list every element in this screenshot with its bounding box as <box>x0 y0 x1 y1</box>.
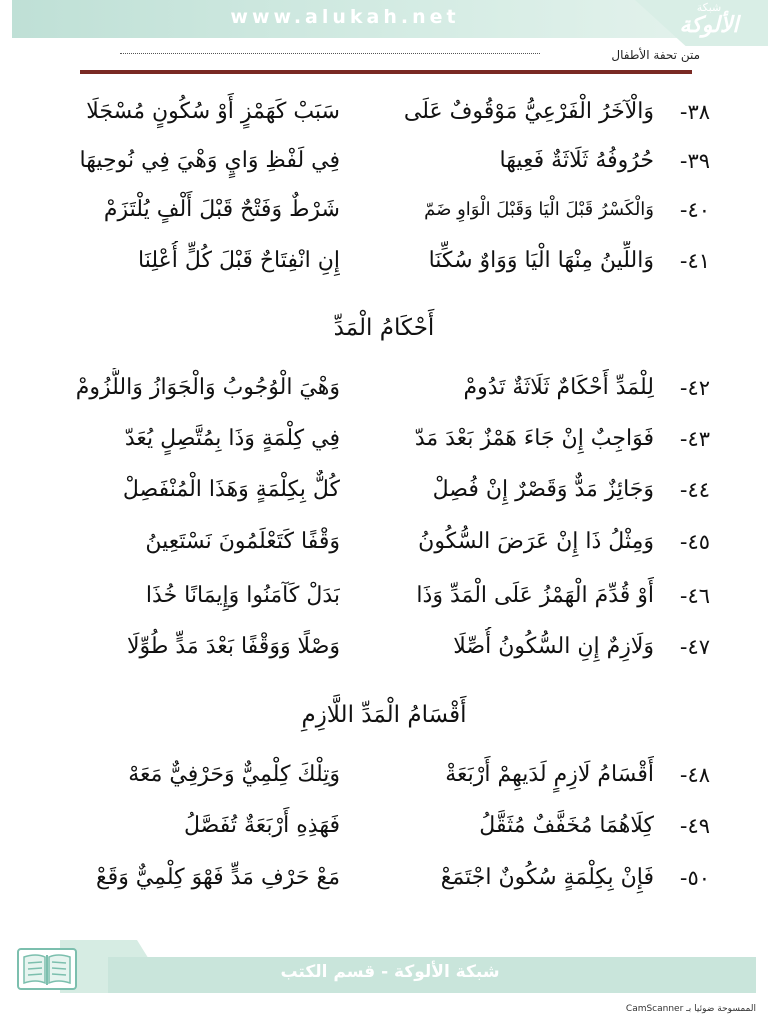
verse-second-hemistich: فِي لَفْظِ وَايٍ وَهْيَ فِي نُوحِيهَا <box>79 148 340 173</box>
verse-number: ٤٧- <box>679 635 710 659</box>
verse-number: ٤١- <box>679 249 710 273</box>
verse-43 <box>40 419 710 459</box>
verse-number: ٤٣- <box>679 427 710 451</box>
section-heading-ahkam-almadd: أَحْكَامُ الْمَدِّ <box>333 315 435 341</box>
verse-second-hemistich: إِنِ انْفِتَاحٌ قَبْلَ كُلٍّ أُعْلِنَا <box>138 248 340 273</box>
verse-second-hemistich: بَدَلْ كَآمَنُوا وَإِيمَانًا خُذَا <box>145 583 340 608</box>
verse-first-hemistich: وَجَائِزٌ مَدٌّ وَقَصْرٌ إِنْ فُصِلْ <box>432 477 654 502</box>
verse-second-hemistich: كُلٌّ بِكِلْمَةٍ وَهَذَا الْمُنْفَصِلْ <box>122 477 340 502</box>
verse-42 <box>40 368 710 408</box>
verse-47 <box>40 627 710 667</box>
scanner-watermark: الممسوحة ضوئيا بـ CamScanner <box>625 1004 756 1014</box>
verse-second-hemistich: سَبَبْ كَهَمْزٍ أَوْ سُكُونٍ مُسْجَلَا <box>86 99 340 124</box>
verse-second-hemistich: وَهْيَ الْوُجُوبُ وَالْجَوَازُ وَاللُّزُومْ <box>75 375 340 400</box>
book-icon[interactable] <box>16 945 78 993</box>
verse-45 <box>40 522 710 562</box>
verse-number: ٣٩- <box>679 149 710 173</box>
verse-40 <box>40 190 710 230</box>
verse-number: ٤٩- <box>679 814 710 838</box>
verse-second-hemistich: شَرْطٌ وَفَتْحٌ قَبْلَ أَلْفٍ يُلْتَزَمْ <box>103 197 340 222</box>
dotted-line <box>120 53 540 54</box>
verse-first-hemistich: وَاللِّينُ مِنْهَا الْيَا وَوَاوٌ سُكِّنَا <box>428 248 654 273</box>
verse-first-hemistich: أَوْ قُدِّمَ الْهَمْزُ عَلَى الْمَدِّ وَذَا <box>416 583 654 608</box>
verse-second-hemistich: وَتِلْكَ كِلْمِيٌّ وَحَرْفِيٌّ مَعَهْ <box>128 762 340 787</box>
verse-number: ٤٦- <box>679 584 710 608</box>
verse-number: ٤٢- <box>679 376 710 400</box>
verse-first-hemistich: فَإِنْ بِكِلْمَةٍ سُكُونٌ اجْتَمَعْ <box>440 865 654 890</box>
verse-48 <box>40 755 710 795</box>
book-title: متن تحفة الأطفال <box>611 48 700 62</box>
header-rule <box>80 70 692 74</box>
verse-first-hemistich: كِلَاهُمَا مُخَفَّفٌ مُثَقَّلُ <box>479 813 654 838</box>
verse-38 <box>40 92 710 132</box>
site-url[interactable]: www.alukah.net <box>230 6 460 28</box>
footer-site-section[interactable]: شبكة الألوكة - قسم الكتب <box>280 962 500 982</box>
verse-second-hemistich: وَصْلًا وَوَقْفًا بَعْدَ مَدٍّ طُوِّلَا <box>126 634 340 659</box>
verse-39 <box>40 141 710 181</box>
verse-number: ٥٠- <box>679 866 710 890</box>
logo-small-text: شبكة <box>696 1 722 14</box>
verse-number: ٤٨- <box>679 763 710 787</box>
verse-second-hemistich: فِي كِلْمَةٍ وَذَا بِمُتَّصِلٍ يُعَدّ <box>124 426 340 451</box>
verse-first-hemistich: وَلَازِمٌ إِنِ السُّكُونُ أُصِّلَا <box>453 634 654 659</box>
verse-first-hemistich: وَالْكَسْرُ قَبْلَ الْيَا وَقَبْلَ الْوَاوِ ضَمّ <box>424 199 654 220</box>
verse-first-hemistich: فَوَاجِبٌ إِنْ جَاءَ هَمْزٌ بَعْدَ مَدّ <box>414 426 654 451</box>
verse-first-hemistich: أَقْسَامُ لَازِمٍ لَدَيهِمْ أَرْبَعَةْ <box>445 762 654 787</box>
verse-first-hemistich: لِلْمَدِّ أَحْكَامٌ ثَلَاثَةٌ تَدُومْ <box>463 375 654 400</box>
verse-first-hemistich: وَمِثْلُ ذَا إِنْ عَرَضَ السُّكُونُ <box>418 529 654 554</box>
logo-big-text: الألوكة <box>679 13 739 38</box>
verse-46 <box>40 576 710 616</box>
verse-first-hemistich: حُرُوفُهُ ثَلَاثَةٌ فَعِيهَا <box>499 148 654 173</box>
verse-second-hemistich: مَعْ حَرْفِ مَدٍّ فَهْوَ كِلْمِيٌّ وَقَعْ <box>95 865 340 890</box>
verse-number: ٤٥- <box>679 530 710 554</box>
verse-second-hemistich: وَقْفًا كَتَعْلَمُونَ نَسْتَعِينُ <box>145 529 340 554</box>
site-logo[interactable] <box>664 2 754 37</box>
verse-49 <box>40 806 710 846</box>
verse-50 <box>40 858 710 898</box>
verse-number: ٤٠- <box>679 198 710 222</box>
verse-41 <box>40 241 710 281</box>
verse-number: ٤٤- <box>679 478 710 502</box>
verse-second-hemistich: فَهَذِهِ أَرْبَعَةٌ تُفَصَّلُ <box>184 813 340 838</box>
verse-44 <box>40 470 710 510</box>
verse-first-hemistich: وَالْآخَرُ الْفَرْعِيُّ مَوْقُوفٌ عَلَى <box>403 99 654 124</box>
section-heading-aqsam-almadd-allazim: أَقْسَامُ الْمَدِّ اللَّازِمِ <box>301 702 467 728</box>
verse-number: ٣٨- <box>679 100 710 124</box>
